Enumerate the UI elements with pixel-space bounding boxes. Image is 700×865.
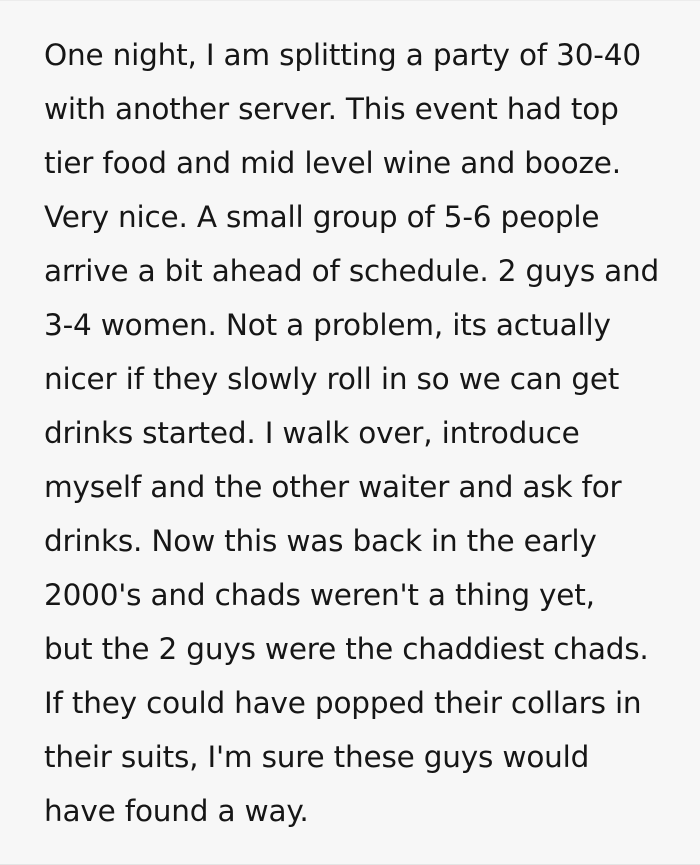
- story-line: Very nice. A small group of 5-6 people: [44, 200, 600, 234]
- story-line: with another server. This event had top: [44, 92, 619, 126]
- story-line: their suits, I'm sure these guys would: [44, 740, 590, 774]
- story-line: drinks started. I walk over, introduce: [44, 416, 580, 450]
- story-line: 3-4 women. Not a problem, its actually: [44, 308, 611, 342]
- story-line: have found a way.: [44, 794, 309, 828]
- story-line: drinks. Now this was back in the early: [44, 524, 597, 558]
- story-line: myself and the other waiter and ask for: [44, 470, 622, 504]
- story-line: nicer if they slowly roll in so we can get: [44, 362, 620, 396]
- story-line: arrive a bit ahead of schedule. 2 guys and: [44, 254, 660, 288]
- story-line: One night, I am splitting a party of 30-40: [44, 38, 641, 72]
- story-line: If they could have popped their collars in: [44, 686, 642, 720]
- story-line: but the 2 guys were the chaddiest chads.: [44, 632, 649, 666]
- story-line: 2000's and chads weren't a thing yet,: [44, 578, 595, 612]
- story-line: tier food and mid level wine and booze.: [44, 146, 621, 180]
